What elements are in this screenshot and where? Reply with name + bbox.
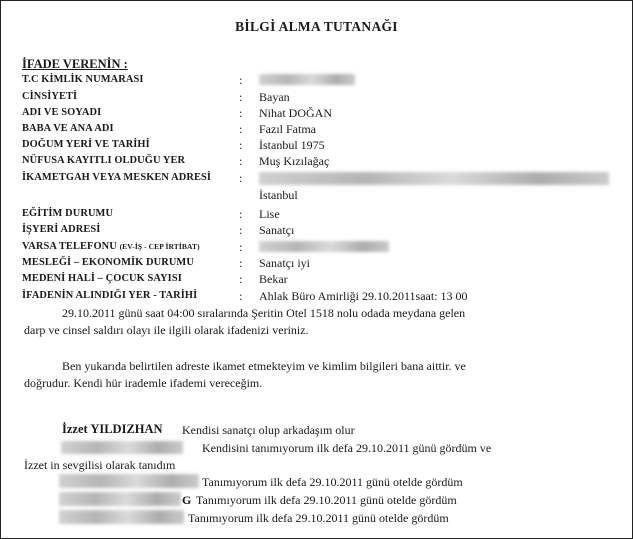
paragraph-question-line1: 29.10.2011 günü saat 04:00 sıralarında Şeritin Otel 1518 nolu odada meydana gelen [62, 306, 466, 320]
field-colon: : [239, 122, 243, 136]
paragraph-question-line2: darp ve cinsel saldırı olayı ile ilgili olarak ifadenizi veriniz. [24, 323, 309, 337]
field-colon: : [239, 138, 243, 152]
statement-line1: Kendisi sanatçı olup arkadaşım olur [182, 423, 355, 437]
redacted-name-4 [59, 510, 184, 524]
field-label-parents: BABA VE ANA ADI [22, 123, 114, 134]
field-label-education: EĞİTİM DURUMU [22, 208, 114, 219]
field-label-tc-kimlik: T.C KİMLİK NUMARASI [22, 74, 144, 85]
field-label-gender: CİNSİYETİ [22, 91, 78, 102]
paragraph-declaration-line1: Ben yukarıda belirtilen adreste ikamet etmekteyim ve kimlim bilgileri bana aittir. ve [62, 359, 466, 373]
field-colon: : [239, 73, 243, 87]
field-value-name: Nihat DOĞAN [259, 106, 332, 120]
redacted-id-number [259, 74, 355, 85]
statement-line6: Tanımıyorum ilk defa 29.10.2011 günü otelde gördüm [188, 511, 449, 525]
redacted-name-3 [59, 492, 181, 506]
field-value-marital: Bekar [259, 272, 288, 286]
field-colon: : [239, 289, 243, 303]
field-value-registry: Muş Kızılağaç [259, 154, 330, 168]
redacted-phone [259, 241, 389, 252]
field-value-workplace: Sanatçı [259, 223, 295, 237]
field-label-workplace: İŞYERİ ADRESİ [22, 224, 101, 235]
field-label-marital: MEDENİ HALİ – ÇOCUK SAYISI [22, 273, 182, 284]
field-colon: : [239, 223, 243, 237]
field-label-statement-place: İFADENİN ALINDIĞI YER - TARİHİ [22, 290, 198, 301]
field-value-address-city: İstanbul [259, 188, 298, 202]
field-colon: : [239, 154, 243, 168]
field-label-birth: DOĞUM YERİ VE TARİHİ [22, 139, 150, 150]
phone-label-note: (EV-İŞ - CEP İRTİBAT) [119, 242, 200, 251]
redacted-name-2 [59, 474, 199, 488]
field-value-statement-place: Ahlak Büro Amirliği 29.10.2011saat: 13 00 [259, 289, 468, 303]
field-label-phone [22, 241, 200, 252]
field-colon: : [239, 207, 243, 221]
field-colon: : [239, 240, 243, 254]
statement-line5: Tanımıyorum ilk defa 29.10.2011 günü otelde gördüm [196, 493, 457, 507]
document-title: BİLGİ ALMA TUTANAĞI [235, 19, 398, 34]
field-colon: : [239, 90, 243, 104]
redacted-name-1 [61, 441, 183, 454]
field-colon: : [239, 171, 243, 185]
statement-person-name: İzzet YILDIZHAN [62, 422, 163, 436]
field-label-occupation: MESLEĞİ – EKONOMİK DURUMU [22, 257, 194, 268]
field-value-parents: Fazıl Fatma [259, 122, 316, 136]
statement-line5-prefix: G [182, 493, 192, 507]
field-value-education: Lise [259, 207, 280, 221]
field-colon: : [239, 106, 243, 120]
field-label-registry: NÜFUSA KAYITLI OLDUĞU YER [22, 155, 186, 166]
field-value-gender: Bayan [259, 90, 290, 104]
field-colon: : [239, 256, 243, 270]
redacted-address [259, 172, 609, 185]
field-label-name: ADI VE SOYADI [22, 107, 102, 118]
statement-line3: İzzet in sevgilisi olarak tanıdım [24, 458, 176, 472]
field-label-address: İKAMETGAH VEYA MESKEN ADRESİ [22, 172, 212, 183]
statement-line2: Kendisini tanımıyorum ilk defa 29.10.2011 günü gördüm ve [202, 441, 492, 455]
paragraph-declaration-line2: doğrudur. Kendi hür irademle ifademi vereceğim. [24, 376, 263, 390]
section-heading: İFADE VERENİN : [22, 57, 128, 71]
field-colon: : [239, 272, 243, 286]
field-value-occupation: Sanatçı iyi [259, 256, 310, 270]
field-value-birth: İstanbul 1975 [259, 138, 325, 152]
phone-label-text: VARSA TELEFONU [22, 241, 117, 252]
statement-line4: Tanımıyorum ilk defa 29.10.2011 günü otelde gördüm [202, 475, 463, 489]
